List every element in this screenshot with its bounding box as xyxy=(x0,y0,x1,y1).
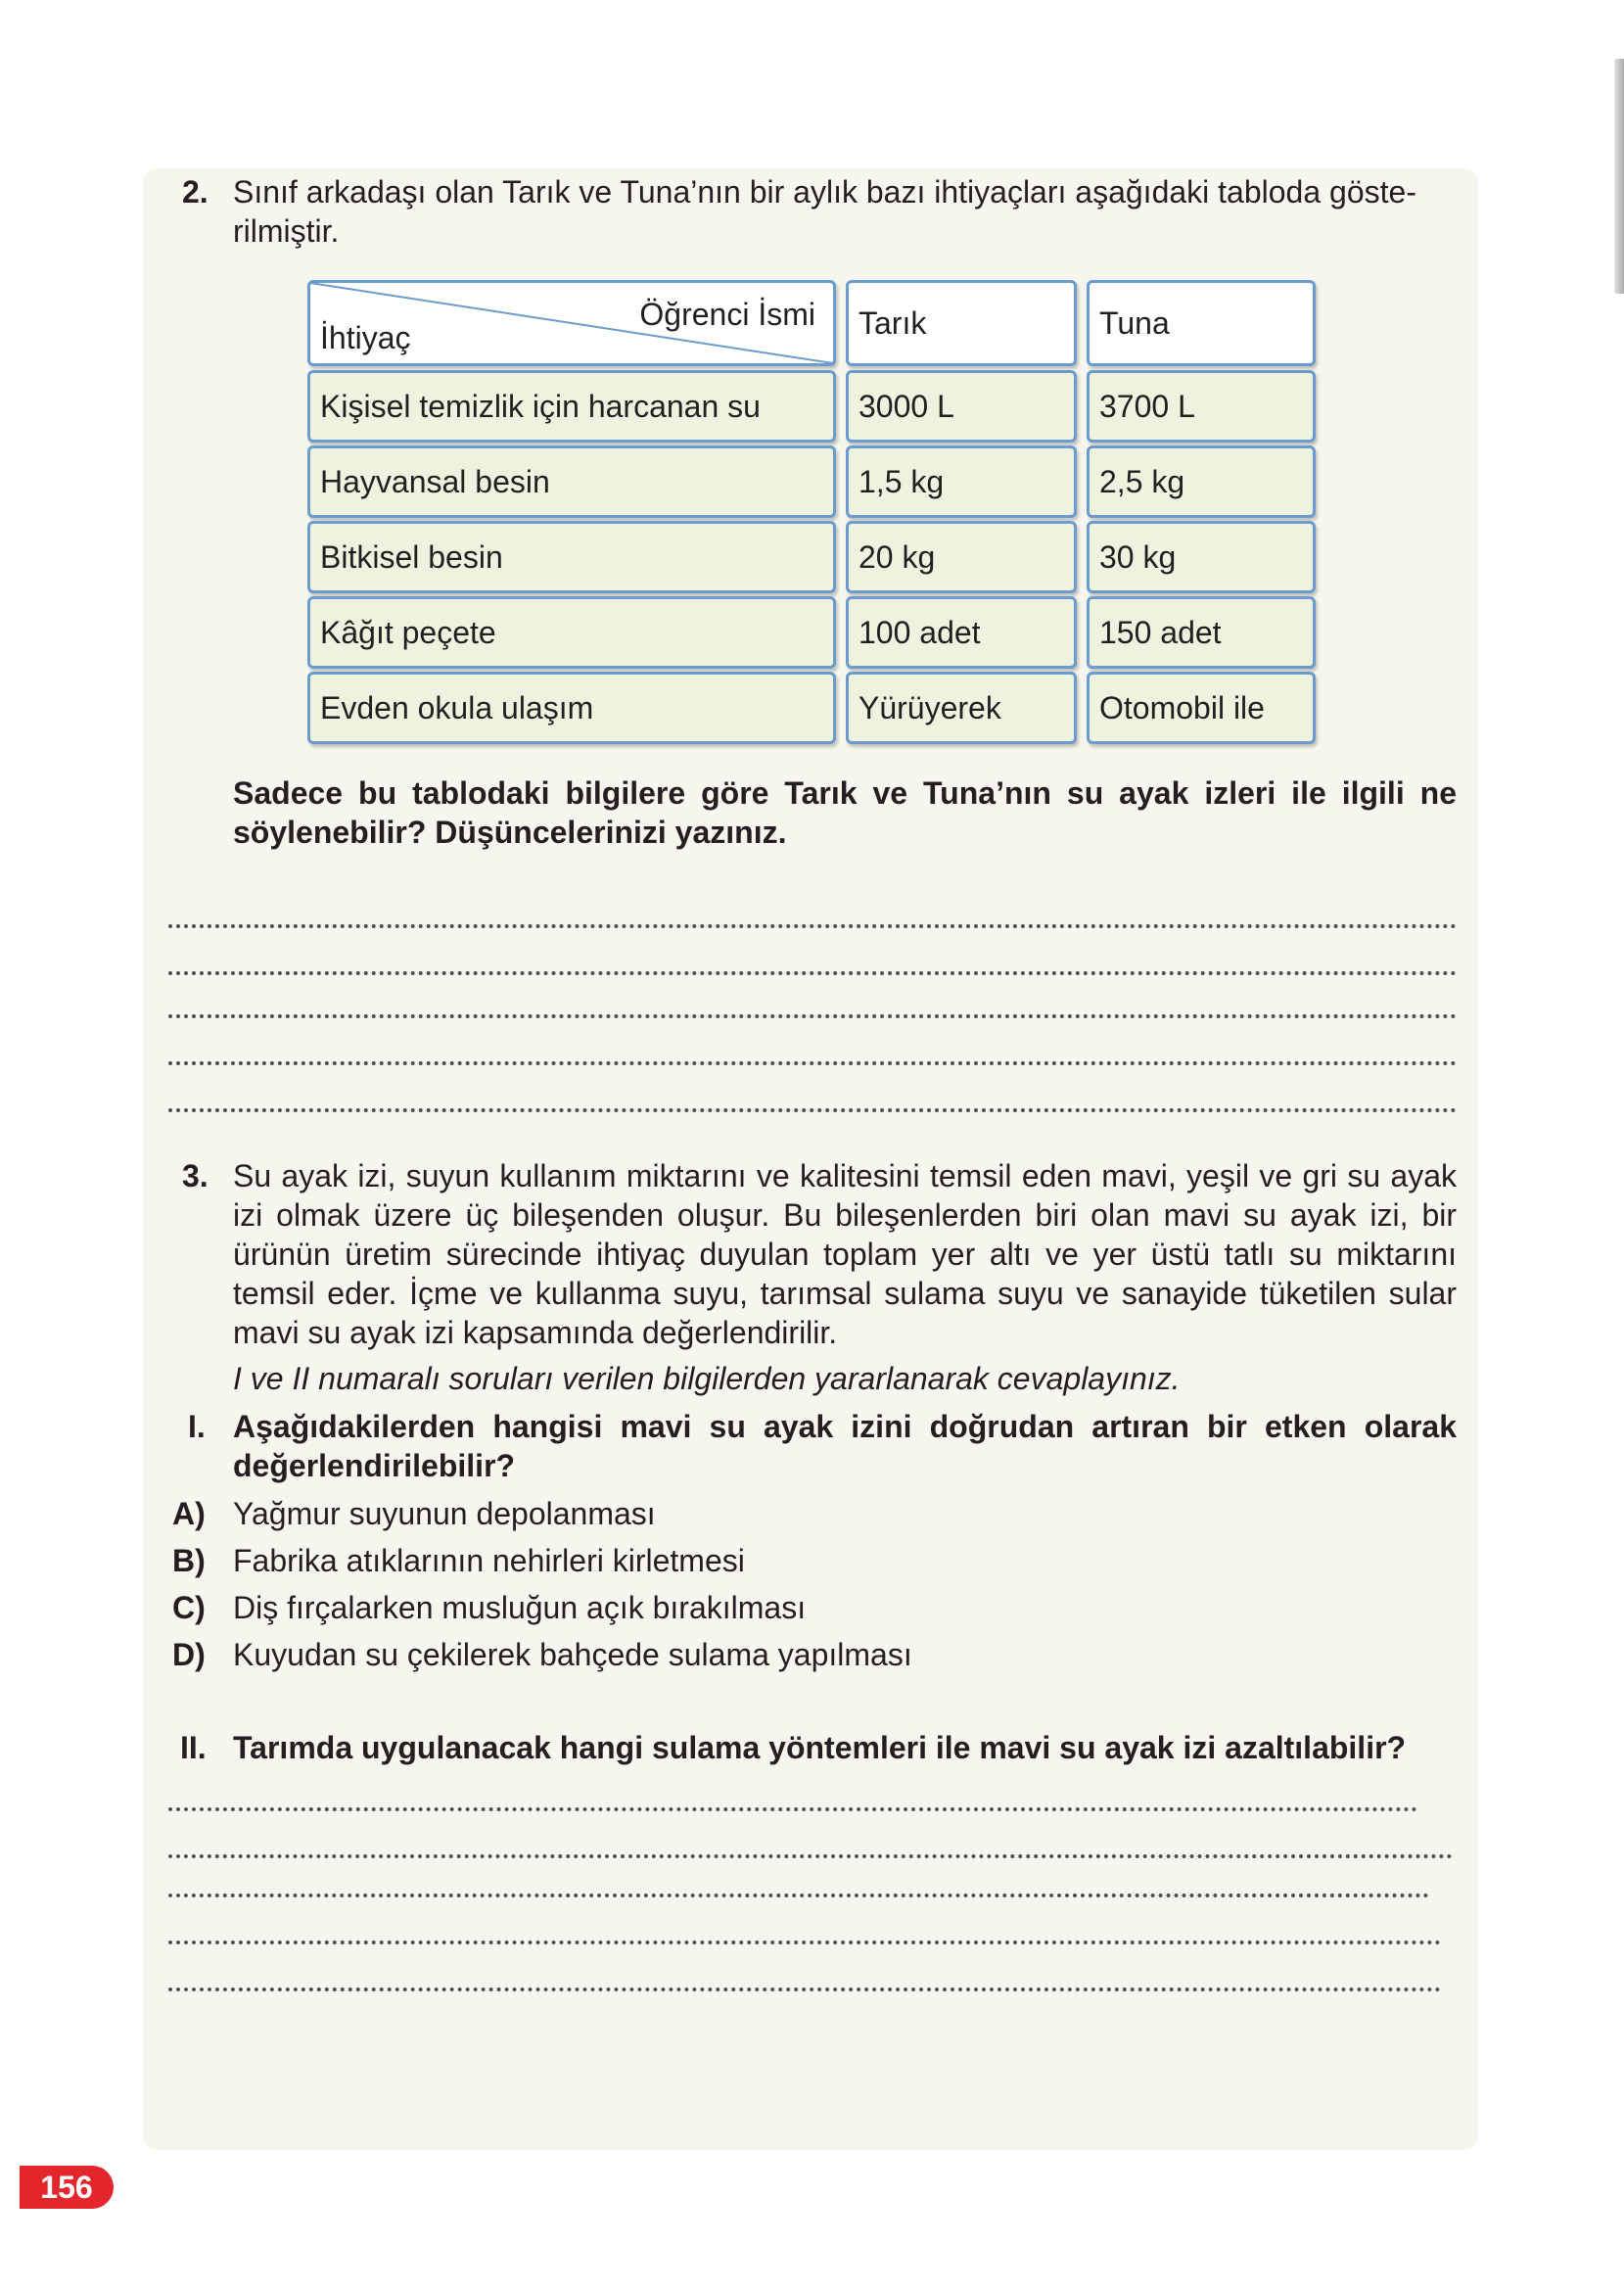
table-row-need: Evden okula ulaşım xyxy=(307,672,836,744)
question-3-part2-number: II. xyxy=(180,1730,207,1765)
answer-line[interactable] xyxy=(168,1978,1441,1991)
table-row-need: Bitkisel besin xyxy=(307,521,836,593)
answer-line[interactable] xyxy=(168,914,1457,928)
option-a-text[interactable]: Yağmur suyunun depolanması xyxy=(233,1496,656,1531)
question-2-prompt-line2: söylenebilir? Düşüncelerinizi yazınız. xyxy=(233,815,787,850)
option-c-letter[interactable]: C) xyxy=(172,1590,206,1625)
question-2-text-line2: rilmiştir. xyxy=(233,213,340,249)
question-3-paragraph: Su ayak izi, suyun kullanım miktarını ve kalitesini temsil eden mavi, yeşil ve gri su ayak izi olmak üzere üç bileşenden oluşur. Bu bileşenlerden biri olan mavi su ayak izi, bir ürünün üretim sürecinde ihtiyaç duyulan toplam yer altı ve yer üstü tatlı su miktarını temsil eder. İçme ve kullanma suyu, tarımsal sulama suyu ve sanayide tüketilen sular mavi su ayak izi kapsamında değerlendirilir. xyxy=(233,1158,1457,1350)
table-cell-tuna: 2,5 kg xyxy=(1087,445,1316,518)
option-b-text[interactable]: Fabrika atıklarının nehirleri kirletmesi xyxy=(233,1543,745,1578)
table-cell-tuna: Otomobil ile xyxy=(1087,672,1316,744)
question-2-prompt-line1: Sadece bu tablodaki bilgilere göre Tarık ve Tuna’nın su ayak izleri ile ilgili ne xyxy=(233,775,1457,811)
question-3-number: 3. xyxy=(182,1158,209,1193)
answer-line[interactable] xyxy=(168,1798,1417,1811)
option-c-text[interactable]: Diş fırçalarken musluğun açık bırakılması xyxy=(233,1590,807,1625)
header-student-label: Öğrenci İsmi xyxy=(639,297,815,332)
answer-line[interactable] xyxy=(168,1099,1457,1112)
question-2-text-line1: Sınıf arkadaşı olan Tarık ve Tuna’nın bir aylık bazı ihtiyaçları aşağıdaki tabloda göste- xyxy=(233,174,1416,210)
table-row-need: Kişisel temizlik için harcanan su xyxy=(307,370,836,443)
answer-line[interactable] xyxy=(168,1052,1457,1065)
question-2-number: 2. xyxy=(182,174,209,210)
table-cell-tuna: 150 adet xyxy=(1087,596,1316,669)
question-3-instruction: I ve II numaralı soruları verilen bilgilerden yararlanarak cevaplayınız. xyxy=(233,1361,1181,1396)
table-cell-tuna: 30 kg xyxy=(1087,521,1316,593)
question-3-part2-question: Tarımda uygulanacak hangi sulama yöntemleri ile mavi su ayak izi azaltılabilir? xyxy=(233,1730,1407,1765)
answer-line[interactable] xyxy=(168,961,1457,975)
table-header-tarik: Tarık xyxy=(846,280,1077,366)
table-row-need: Kâğıt peçete xyxy=(307,596,836,669)
answer-line[interactable] xyxy=(168,1845,1453,1858)
page-edge-tab xyxy=(1614,59,1624,294)
option-a-letter[interactable]: A) xyxy=(172,1496,206,1531)
question-3-part1-question: Aşağıdakilerden hangisi mavi su ayak izini doğrudan artıran bir etken olarak değerlendirilebilir? xyxy=(233,1409,1457,1483)
table-cell-tarik: 100 adet xyxy=(846,596,1077,669)
answer-line[interactable] xyxy=(168,1005,1457,1018)
table-cell-tuna: 3700 L xyxy=(1087,370,1316,443)
table-header-diagonal-cell xyxy=(307,280,836,366)
page-number-badge: 156 xyxy=(20,2166,114,2209)
option-d-letter[interactable]: D) xyxy=(172,1637,206,1672)
table-cell-tarik: 20 kg xyxy=(846,521,1077,593)
table-cell-tarik: Yürüyerek xyxy=(846,672,1077,744)
answer-line[interactable] xyxy=(168,1884,1429,1897)
option-b-letter[interactable]: B) xyxy=(172,1543,206,1578)
table-cell-tarik: 1,5 kg xyxy=(846,445,1077,518)
header-need-label: İhtiyaç xyxy=(320,320,411,355)
question-3-part1-number: I. xyxy=(188,1409,206,1444)
option-d-text[interactable]: Kuyudan su çekilerek bahçede sulama yapılması xyxy=(233,1637,912,1672)
answer-line[interactable] xyxy=(168,1931,1441,1944)
table-row-need: Hayvansal besin xyxy=(307,445,836,518)
table-cell-tarik: 3000 L xyxy=(846,370,1077,443)
table-header-tuna: Tuna xyxy=(1087,280,1316,366)
